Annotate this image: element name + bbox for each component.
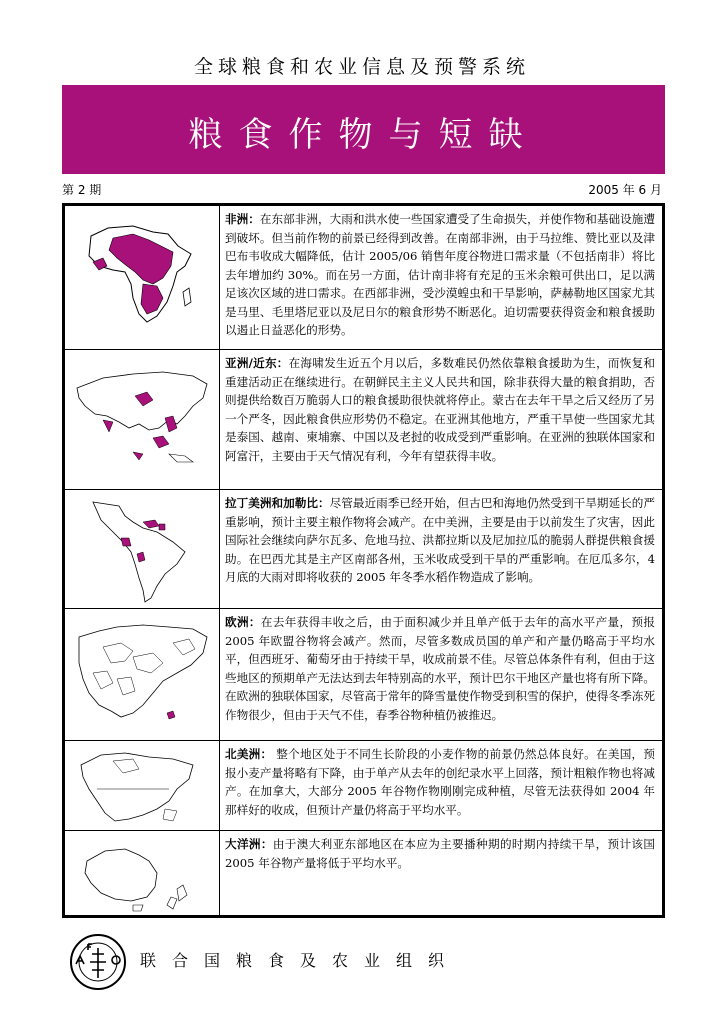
region-text: 在海啸发生近五个月以后，多数难民仍然依靠粮食援助为生，而恢复和重建活动正在继续进行。在朝鲜民主主义人民共和国，除非获得大量的粮食捐助，否则提供给数百万脆弱人口的粮食援助很快就将停止。蒙古在去年干旱之后又经历了另一个严冬，因此粮食供应形势仍不稳定。在亚洲其他地方，严重干旱使一些国家尤其是泰国、越南、柬埔寨、中国以及老挝的收成受到严重影响。在亚洲的独联体国家和阿富汗，主要由于天气情况有利，今年有望获得丰收。 bbox=[225, 356, 655, 463]
issue-number: 第 2 期 bbox=[62, 183, 102, 197]
map-cell bbox=[65, 350, 220, 490]
fao-logo-icon bbox=[68, 932, 128, 996]
asia-map-icon bbox=[73, 358, 213, 478]
north-america-map-icon bbox=[73, 749, 203, 829]
region-label: 非洲： bbox=[225, 212, 260, 226]
region-row-oceania bbox=[65, 830, 662, 916]
region-text: 整个地区处于不同生长阶段的小麦作物的前景仍然总体良好。在美国，预报小麦产量将略有下降，由于单产从去年的创纪录水平上回落，预计粗粮作物也将减产。在加拿大，大部分 2005 年谷物作物刚刚完成种植，尽管无法获得如 2004 年那样好的收成，但预计产量仍将高于平均水平。 bbox=[225, 747, 655, 817]
region-row-latin-america bbox=[65, 489, 662, 609]
map-cell bbox=[65, 831, 220, 916]
region-row-asia bbox=[65, 349, 662, 490]
region-text: 尽管最近雨季已经开始，但古巴和海地仍然受到干旱期延长的严重影响，预计主要主粮作物将会减产。在中美洲，主要是由于以前发生了灾害，因此国际社会继续向萨尔瓦多、危地马拉、洪都拉斯以及尼加拉瓜的脆弱人群提供粮食援助。在巴西尤其是主产区南部各州，玉米收成受到干旱的严重影响。在厄瓜多尔，4 月底的大雨对即将收获的 2005 年冬季水稻作物造成了影响。 bbox=[225, 496, 655, 584]
latin-america-map-icon bbox=[73, 498, 213, 606]
system-name: 全球粮食和农业信息及预警系统 bbox=[193, 56, 530, 78]
region-label: 拉丁美洲和加勒比： bbox=[225, 496, 330, 510]
oceania-map-icon bbox=[73, 839, 203, 913]
europe-map-icon bbox=[73, 617, 213, 735]
region-text: 在东部非洲，大雨和洪水使一些国家遭受了生命损失，并使作物和基础设施遭到破坏。但当前作物的前景已经得到改善。在南部非洲，由于马拉维、赞比亚以及津巴布韦收成大幅降低，估计 2005/06 销售年度谷物进口需求量（不包括南非）将比去年增加约 30%。而在另一方面，估计南非将有充足的玉米余粮可供出口，足以满足该次区域的进口需求。在西部非洲，受沙漠蝗虫和干旱影响，萨赫勒地区国家尤其是马里、毛里塔尼亚以及尼日尔的粮食形势不断恶化。迫切需要获得资金和粮食援助以遏止日益恶化的形势。 bbox=[225, 212, 655, 337]
issue-date: 2005 年 6 月 bbox=[588, 183, 662, 197]
regions-table bbox=[62, 203, 665, 918]
map-cell bbox=[65, 206, 220, 349]
region-label: 北美洲： bbox=[225, 747, 273, 761]
organization-name: 联合国粮食及农业组织 bbox=[140, 951, 461, 970]
region-row-north-america bbox=[65, 740, 662, 831]
region-label: 亚洲/近东： bbox=[225, 356, 289, 370]
map-cell bbox=[65, 490, 220, 609]
region-label: 大洋洲： bbox=[225, 837, 273, 851]
title-banner bbox=[62, 85, 665, 174]
region-text: 在去年获得丰收之后，由于面积减少并且单产低于去年的高水平产量，预报 2005 年欧盟谷物将会减产。然而，尽管多数成员国的单产和产量仍略高于平均水平，但西班牙、葡萄牙由于持续干旱，收成前景不佳。尽管总体条件有利，但由于这些地区的预期单产无法达到去年特别高的水平，预计巴尔干地区产量也将有所下降。在欧洲的独联体国家，尽管高于常年的降雪量使作物受到积雪的保护，使得冬季冻死作物很少，但由于天气不佳，春季谷物种植仍被推迟。 bbox=[225, 615, 655, 722]
map-cell bbox=[65, 741, 220, 831]
report-title: 粮食作物与短缺 bbox=[188, 115, 539, 155]
region-row-europe bbox=[65, 608, 662, 741]
region-label: 欧洲： bbox=[225, 615, 261, 629]
region-text: 由于澳大利亚东部地区在本应为主要播种期的时期内持续干旱，预计该国 2005 年谷物产量将低于平均水平。 bbox=[225, 837, 655, 870]
africa-map-icon bbox=[73, 214, 208, 334]
map-cell bbox=[65, 609, 220, 741]
region-row-africa bbox=[65, 206, 662, 349]
